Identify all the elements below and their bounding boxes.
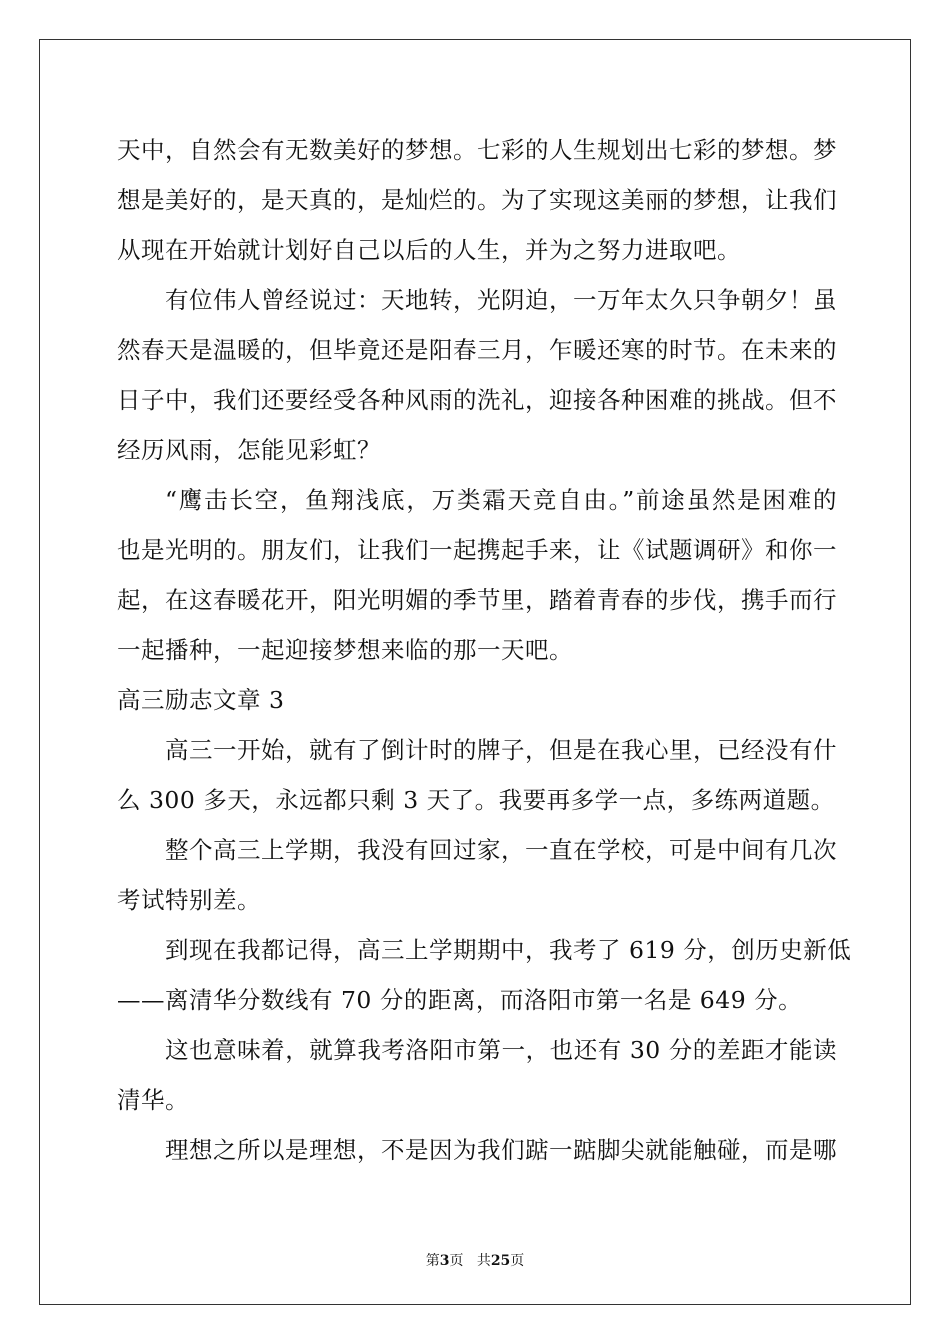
text-line: 从现在开始就计划好自己以后的人生，并为之努力进取吧。 (117, 236, 741, 264)
page-total: 25 (490, 1253, 511, 1269)
text-line: 起，在这春暖花开，阳光明媚的季节里，踏着青春的步伐，携手而行 (117, 586, 837, 614)
text-line: 到现在我都记得，高三上学期期中，我考了 619 分，创历史新低 (165, 936, 852, 964)
page-unit: 页 (449, 1253, 464, 1269)
heading-text: 高三励志文章 3 (117, 686, 285, 714)
paragraph (117, 475, 837, 675)
total-unit: 页 (510, 1253, 525, 1269)
paragraph (117, 125, 837, 275)
text-line: 这也意味着，就算我考洛阳市第一，也还有 30 分的差距才能读 (165, 1036, 837, 1064)
text-line: 日子中，我们还要经受各种风雨的洗礼，迎接各种困难的挑战。但不 (117, 386, 837, 414)
paragraph (117, 275, 837, 475)
paragraph (117, 1125, 837, 1175)
page-label: 第 (425, 1253, 440, 1269)
text-line: 也是光明的。朋友们，让我们一起携起手来，让《试题调研》和你一 (117, 536, 837, 564)
paragraph (117, 1025, 837, 1125)
paragraph (117, 825, 837, 925)
text-line: 一起播种，一起迎接梦想来临的那一天吧。 (117, 636, 573, 664)
text-line: 有位伟人曾经说过：天地转，光阴迫，一万年太久只争朝夕！虽 (165, 286, 837, 314)
text-line: 理想之所以是理想，不是因为我们踮一踮脚尖就能触碰，而是哪 (165, 1136, 837, 1164)
text-line: “鹰击长空，鱼翔浅底，万类霜天竞自由。”前途虽然是困难的 (165, 486, 837, 514)
text-line: 么 300 多天，永远都只剩 3 天了。我要再多学一点，多练两道题。 (117, 786, 835, 814)
document-body (117, 125, 852, 1175)
page-current: 3 (439, 1253, 450, 1269)
paragraph (117, 725, 837, 825)
text-line: 清华。 (117, 1086, 189, 1114)
text-line: 整个高三上学期，我没有回过家，一直在学校，可是中间有几次 (165, 836, 837, 864)
text-line: 然春天是温暖的，但毕竟还是阳春三月，乍暖还寒的时节。在未来的 (117, 336, 837, 364)
text-line: 想是美好的，是天真的，是灿烂的。为了实现这美丽的梦想，让我们 (117, 186, 837, 214)
page-footer (0, 1250, 950, 1270)
text-line: 高三一开始，就有了倒计时的牌子，但是在我心里，已经没有什 (165, 736, 837, 764)
text-line: 经历风雨，怎能见彩虹？ (117, 436, 381, 464)
section-heading (117, 675, 837, 725)
text-line: ——离清华分数线有 70 分的距离，而洛阳市第一名是 649 分。 (117, 986, 803, 1014)
text-line: 天中，自然会有无数美好的梦想。七彩的人生规划出七彩的梦想。梦 (117, 136, 837, 164)
text-line: 考试特别差。 (117, 886, 261, 914)
total-label: 共 (476, 1253, 491, 1269)
paragraph (117, 925, 852, 1025)
